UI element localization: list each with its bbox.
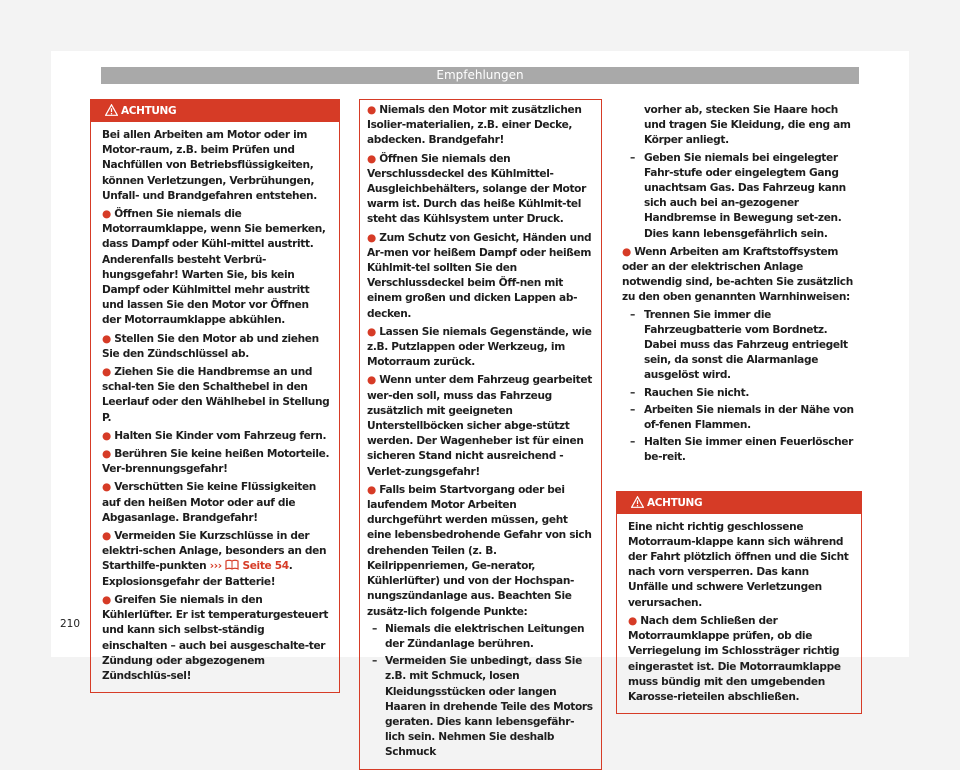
sub-list-item: – Trennen Sie immer die Fahrzeugbatterie vom Bordnetz. Dabei muss das Fahrzeug entriegelt sein, da sonst die Alarmanlage ausgelöst wird. bbox=[630, 308, 848, 382]
continued-text: vorher ab, stecken Sie Haare hoch und tragen Sie Kleidung, die eng am Körper anliegt. bbox=[644, 104, 851, 147]
warning-box-header bbox=[617, 492, 861, 514]
list-item: ● Öffnen Sie niemals den Verschlussdeckel des Kühlmittel-Ausgleichbehälters, solange der Motor warm ist. Durch das heiße Kühlmit-tel steht das Kühlsystem unter Druck. bbox=[367, 152, 586, 226]
list-item: ● Öffnen Sie niemals die Motorraumklappe, wenn Sie bemerken, dass Dampf oder Kühl-mittel austritt. Anderenfalls besteht Verbrü-hungsgefahr! Warten Sie, bis kein Dampf oder Kühlmittel mehr austritt und lassen Sie den Motor vor Öffnen der Motorraumklappe abkühlen. bbox=[102, 208, 326, 327]
warning-intro: Eine nicht richtig geschlossene Motorraum-klappe kann sich während der Fahrt plötzlich öffnen und die Sicht nach vorn versperren. Das kann Unfälle und schwere Verletzungen verursachen. bbox=[628, 520, 849, 609]
warning-box-body bbox=[91, 122, 339, 692]
warning-box-title: ACHTUNG bbox=[121, 105, 177, 117]
list-item: ● Greifen Sie niemals in den Kühlerlüfter. Er ist temperaturgesteuert und kann sich selbst-ständig einschalten – auch bei ausgeschalte-ter Zündung oder abgezogenem Zündschlüs-sel! bbox=[102, 593, 329, 682]
list-item: ● Zum Schutz von Gesicht, Händen und Ar-men vor heißem Dampf oder heißem Kühlmit-tel sollten Sie den Verschlussdeckel beim Öff-nen mit einem großen und dicken Lappen ab-decken. bbox=[367, 231, 592, 320]
list-item: ● Falls beim Startvorgang oder bei laufendem Motor Arbeiten durchgeführt werden müssen, geht eine lebensbedrohende Gefahr von sich drehenden Teilen (z. B. Keilrippenriemen, Ge-nerator, Kühlerlüfter) und von der Hochspan-nungszündanlage aus. Beachten Sie zusätz-lich folgende Punkte: bbox=[367, 483, 592, 618]
list-item: ● Wenn unter dem Fahrzeug gearbeitet wer-den soll, muss das Fahrzeug zusätzlich mit geeigneten Unterstellböcken sicher abge-stützt werden. Der Wagenheber ist für einen sicheren Stand nicht ausreichend - Verlet-zungsgefahr! bbox=[367, 374, 592, 478]
warning-box-right bbox=[616, 491, 862, 714]
right-column bbox=[616, 101, 862, 714]
list-item: ● Niemals den Motor mit zusätzlichen Isolier-materialien, z.B. einer Decke, abdecken. Brandgefahr! bbox=[367, 104, 582, 147]
list-item: ● Lassen Sie niemals Gegenstände, wie z.B. Putzlappen oder Werkzeug, im Motorraum zurück. bbox=[367, 325, 592, 369]
warning-box-header bbox=[91, 100, 339, 122]
page-number: 210 bbox=[60, 618, 81, 630]
section-header: Empfehlungen bbox=[101, 67, 859, 84]
sub-list-item: – Arbeiten Sie niemals in der Nähe von of-fenen Flammen. bbox=[630, 403, 854, 432]
right-column-text bbox=[616, 101, 862, 474]
list-item: ● Vermeiden Sie Kurzschlüsse in der elektri-schen Anlage, besonders an den Starthilfe-punkten ››› Seite 54. Explosionsgefahr der Batterie! bbox=[102, 530, 327, 588]
warning-box-title: ACHTUNG bbox=[647, 496, 703, 509]
list-item: ● Wenn Arbeiten am Kraftstoffsystem oder an der elektrischen Anlage notwendig sind, be-achten Sie zusätzlich zu den oben genannten Warnhinweisen: bbox=[622, 245, 853, 304]
page-reference-link[interactable]: ››› Seite 54 bbox=[209, 560, 289, 573]
warning-box-left bbox=[90, 99, 340, 693]
warning-box-body bbox=[617, 514, 861, 713]
text-box-middle bbox=[359, 99, 602, 770]
sub-list-item: – Vermeiden Sie unbedingt, dass Sie z.B. mit Schmuck, losen Kleidungsstücken oder langen Haaren in drehende Teile des Motors geraten. Dies kann lebensgefähr-lich sein. Nehmen Sie deshalb Schmuck bbox=[372, 655, 593, 759]
text-box-body bbox=[360, 100, 601, 769]
warning-triangle-icon bbox=[631, 496, 644, 508]
sub-list-item: – Niemals die elektrischen Leitungen der Zündanlage berühren. bbox=[372, 622, 585, 650]
list-item: ● Halten Sie Kinder vom Fahrzeug fern. bbox=[102, 429, 327, 442]
sub-list-item: – Geben Sie niemals bei eingelegter Fahr-stufe oder eingelegtem Gang unachtsam Gas. Das Fahrzeug kann sich auch bei an-gezogener Handbremse in Bewegung set-zen. Dies kann lebensgefährlich sein. bbox=[630, 151, 846, 240]
list-item: ● Stellen Sie den Motor ab und ziehen Sie den Zündschlüssel ab. bbox=[102, 332, 319, 360]
sub-list-item: – Halten Sie immer einen Feuerlöscher be-reit. bbox=[630, 436, 853, 464]
list-item: ● Verschütten Sie keine Flüssigkeiten auf den heißen Motor oder auf die Abgasanlage. Brandgefahr! bbox=[102, 481, 316, 524]
sub-list-item: – Rauchen Sie nicht. bbox=[630, 386, 750, 399]
list-item: ● Nach dem Schließen der Motorraumklappe prüfen, ob die Verriegelung im Schlossträger richtig eingerastet ist. Die Motorraumklappe muss bündig mit den umgebenden Karosse-rieteilen abschließen. bbox=[628, 614, 841, 703]
warning-intro: Bei allen Arbeiten am Motor oder im Motor-raum, z.B. beim Prüfen und Nachfüllen von Betriebsflüssigkeiten, können Verletzungen, Verbrühungen, Unfall- und Brandgefahren entstehen. bbox=[102, 129, 317, 202]
book-reference-icon bbox=[225, 559, 239, 570]
warning-triangle-icon bbox=[105, 104, 118, 116]
list-item: ● Ziehen Sie die Handbremse an und schal-ten Sie den Schalthebel in den Leerlauf oder den Wählhebel in Stellung P. bbox=[102, 366, 330, 424]
list-item: ● Berühren Sie keine heißen Motorteile. Ver-brennungsgefahr! bbox=[102, 448, 330, 476]
